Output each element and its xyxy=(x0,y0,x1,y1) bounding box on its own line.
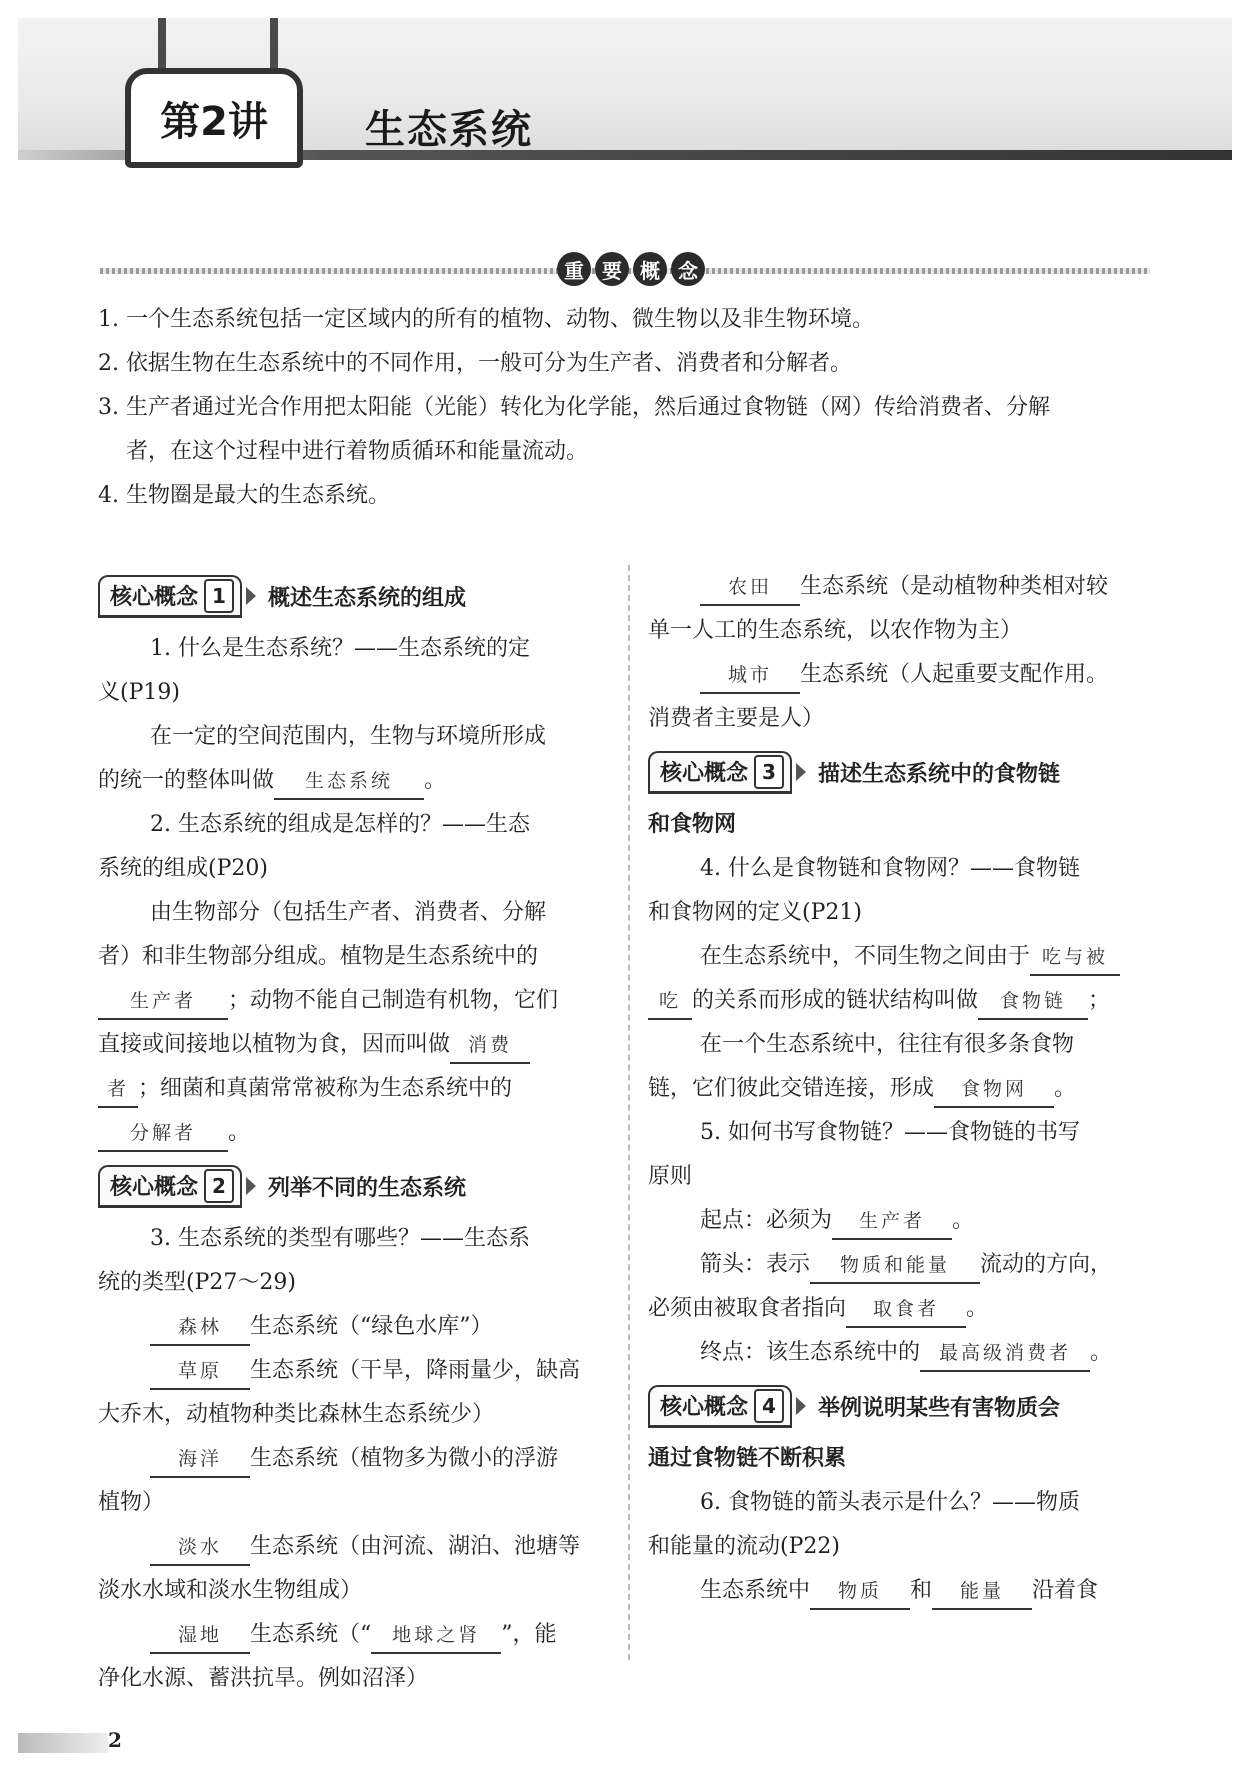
text-line: 的统一的整体叫做 生态系统 。 xyxy=(98,759,610,803)
banner-char: 重 xyxy=(557,252,591,286)
concept-title: 描述生态系统中的食物链 xyxy=(818,761,1061,787)
text-line: 草原 生态系统（干旱，降雨量少，缺高 xyxy=(98,1349,610,1393)
text-line: 在一定的空间范围内，生物与环境所形成 xyxy=(150,724,547,749)
concept-number: 3 xyxy=(754,755,784,789)
arrow-icon xyxy=(246,1177,256,1195)
column-divider xyxy=(628,565,630,1660)
answer-blank: 农田 xyxy=(700,570,800,606)
text-line: 生产者 ；动物不能自己制造有机物，它们 xyxy=(98,979,610,1023)
list-item-continuation: 者，在这个过程中进行着物质循环和能量流动。 xyxy=(126,439,589,464)
text-line: 直接或间接地以植物为食，因而叫做 消费 xyxy=(98,1023,610,1067)
right-column xyxy=(648,565,1160,1613)
answer-blank: 物质和能量 xyxy=(810,1248,980,1284)
answer-blank: 城市 xyxy=(700,658,800,694)
text-line: 箭头：表示 物质和能量 流动的方向， xyxy=(648,1243,1160,1287)
text-line: 在生态系统中，不同生物之间由于 吃与被 xyxy=(648,935,1160,979)
concept-tag xyxy=(98,1165,242,1208)
left-column xyxy=(98,565,610,1701)
answer-blank: 淡水 xyxy=(150,1530,250,1566)
question-cont: 系统的组成(P20) xyxy=(98,856,268,881)
banner-char: 要 xyxy=(595,252,629,286)
text-line: 海洋 生态系统（植物多为微小的浮游 xyxy=(98,1437,610,1481)
text-line: 者）和非生物部分组成。植物是生态系统中的 xyxy=(98,944,539,969)
text-line: 者 ；细菌和真菌常常被称为生态系统中的 xyxy=(98,1067,610,1111)
text-line: 植物） xyxy=(98,1490,165,1515)
question-cont: 统的类型(P27～29) xyxy=(98,1270,296,1295)
page-number-band xyxy=(18,1733,108,1753)
arrow-icon xyxy=(246,587,256,605)
page-number: 2 xyxy=(108,1728,122,1752)
answer-blank: 地球之肾 xyxy=(371,1618,501,1654)
answer-blank: 食物链 xyxy=(978,984,1088,1020)
text-line: 城市 生态系统（人起重要支配作用。 xyxy=(648,653,1160,697)
text-line: 湿地 生态系统（“ 地球之肾 ”，能 xyxy=(98,1613,610,1657)
text-line: 淡水 生态系统（由河流、湖泊、池塘等 xyxy=(98,1525,610,1569)
text-line: 由生物部分（包括生产者、消费者、分解 xyxy=(150,900,547,925)
answer-blank: 草原 xyxy=(150,1354,250,1390)
answer-blank: 消费 xyxy=(450,1028,530,1064)
answer-blank: 森林 xyxy=(150,1310,250,1346)
text-line: 链，它们彼此交错连接，形成 食物网 。 xyxy=(648,1067,1160,1111)
important-concepts-list xyxy=(98,298,1178,518)
answer-blank: 最高级消费者 xyxy=(920,1336,1090,1372)
question: 1. 什么是生态系统？——生态系统的定 xyxy=(150,636,530,661)
list-item: 1. 一个生态系统包括一定区域内的所有的植物、动物、微生物以及非生物环境。 xyxy=(98,307,874,332)
text-line: 生态系统中 物质 和 能量 沿着食 xyxy=(648,1569,1160,1613)
text-line: 净化水源、蓄洪抗旱。例如沼泽） xyxy=(98,1666,429,1691)
banner-char: 概 xyxy=(633,252,667,286)
answer-blank: 海洋 xyxy=(150,1442,250,1478)
list-item: 3. 生产者通过光合作用把太阳能（光能）转化为化学能，然后通过食物链（网）传给消费者、分解 xyxy=(98,395,1050,420)
page-title: 生态系统 xyxy=(365,107,533,153)
text-line: 消费者主要是人） xyxy=(648,706,825,731)
banner-char: 念 xyxy=(671,252,705,286)
question: 2. 生态系统的组成是怎样的？——生态 xyxy=(150,812,530,837)
question: 6. 食物链的箭头表示是什么？——物质 xyxy=(700,1490,1080,1515)
answer-blank: 湿地 xyxy=(150,1618,250,1654)
answer-blank: 分解者 xyxy=(98,1116,228,1152)
answer-blank: 物质 xyxy=(810,1574,910,1610)
question: 3. 生态系统的类型有哪些？——生态系 xyxy=(150,1226,530,1251)
concept-title: 举例说明某些有害物质会 xyxy=(818,1395,1061,1421)
answer-blank: 者 xyxy=(98,1072,138,1108)
concept-title: 列举不同的生态系统 xyxy=(268,1175,467,1201)
concept-heading-4 xyxy=(648,1379,1160,1433)
question: 5. 如何书写食物链？——食物链的书写 xyxy=(700,1120,1080,1145)
text-line: 终点：该生态系统中的 最高级消费者 。 xyxy=(648,1331,1160,1375)
text-line: 单一人工的生态系统，以农作物为主） xyxy=(648,618,1023,643)
concept-heading-3 xyxy=(648,745,1160,799)
concept-title-cont: 和食物网 xyxy=(648,812,737,837)
list-item: 4. 生物圈是最大的生态系统。 xyxy=(98,483,390,508)
lecture-badge: 第2讲 xyxy=(125,68,303,168)
important-concepts-banner xyxy=(557,252,705,286)
answer-blank: 食物网 xyxy=(934,1072,1054,1108)
question-cont: 和食物网的定义(P21) xyxy=(648,900,862,925)
question-cont: 原则 xyxy=(648,1164,693,1189)
text-line: 森林 生态系统（“绿色水库”） xyxy=(98,1305,610,1349)
answer-blank: 生产者 xyxy=(98,984,228,1020)
concept-number: 2 xyxy=(204,1169,234,1203)
text-line: 大乔木，动植物种类比森林生态系统少） xyxy=(98,1402,495,1427)
concept-tag xyxy=(648,751,792,794)
answer-blank: 能量 xyxy=(932,1574,1032,1610)
list-item: 2. 依据生物在生态系统中的不同作用，一般可分为生产者、消费者和分解者。 xyxy=(98,351,852,376)
concept-heading-2 xyxy=(98,1159,610,1213)
badge-hanger-left xyxy=(158,18,166,73)
text-line: 在一个生态系统中，往往有很多条食物 xyxy=(700,1032,1075,1057)
badge-hanger-right xyxy=(270,18,278,73)
concept-tag-label: 核心概念 xyxy=(110,1175,199,1200)
text-line: 分解者 。 xyxy=(98,1111,610,1155)
text-line: 淡水水域和淡水生物组成） xyxy=(98,1578,363,1603)
text-line: 农田 生态系统（是动植物种类相对较 xyxy=(648,565,1160,609)
answer-blank: 生产者 xyxy=(832,1204,952,1240)
question-cont: 义(P19) xyxy=(98,680,180,705)
answer-blank: 取食者 xyxy=(846,1292,966,1328)
text-line: 必须由被取食者指向 取食者 。 xyxy=(648,1287,1160,1331)
answer-blank: 生态系统 xyxy=(274,764,424,800)
arrow-icon xyxy=(796,1397,806,1415)
text-line: 吃 的关系而形成的链状结构叫做 食物链 ； xyxy=(648,979,1160,1023)
concept-title-cont: 通过食物链不断积累 xyxy=(648,1446,847,1471)
text-line: 起点：必须为 生产者 。 xyxy=(648,1199,1160,1243)
answer-blank: 吃 xyxy=(648,984,692,1020)
concept-title: 概述生态系统的组成 xyxy=(268,585,467,611)
answer-blank: 吃与被 xyxy=(1030,940,1120,976)
concept-tag xyxy=(98,575,242,618)
concept-number: 1 xyxy=(204,579,234,613)
concept-tag xyxy=(648,1385,792,1428)
concept-tag-label: 核心概念 xyxy=(660,761,749,786)
concept-tag-label: 核心概念 xyxy=(110,585,199,610)
concept-number: 4 xyxy=(754,1389,784,1423)
concept-heading-1 xyxy=(98,569,610,623)
question-cont: 和能量的流动(P22) xyxy=(648,1534,840,1559)
question: 4. 什么是食物链和食物网？——食物链 xyxy=(700,856,1080,881)
concept-tag-label: 核心概念 xyxy=(660,1395,749,1420)
arrow-icon xyxy=(796,763,806,781)
